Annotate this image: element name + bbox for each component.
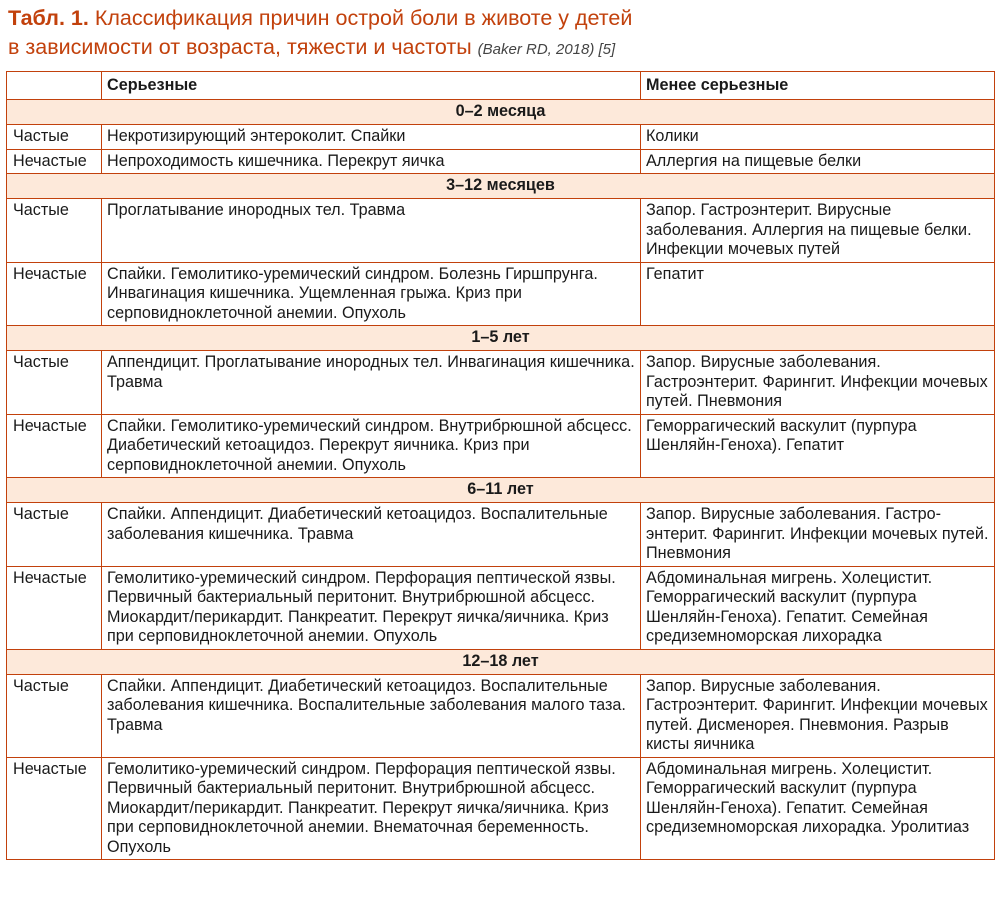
- table-row: [7, 566, 995, 649]
- table-row: [7, 149, 995, 174]
- frequency-cell: Нечастые: [7, 757, 102, 860]
- table-row: [7, 757, 995, 860]
- age-group-row: [7, 174, 995, 199]
- less-serious-cell: Геморрагический васкулит (пурпура Шенляйн-Геноха). Гепатит: [641, 414, 995, 478]
- serious-cell: Аппендицит. Проглатывание инородных тел. Инвагинация кишечника. Травма: [102, 351, 641, 415]
- age-group-row: [7, 100, 995, 125]
- age-group-label: 3–12 месяцев: [7, 174, 995, 199]
- serious-cell: Проглатывание инородных тел. Травма: [102, 199, 641, 263]
- serious-cell: Спайки. Аппендицит. Диабетический кетоацидоз. Воспалительные заболевания кишечника. Травма: [102, 503, 641, 567]
- serious-cell: Спайки. Гемолитико-уремический синдром. Внутрибрюшной абсцесс. Диабетический кетоацидоз. Перекрут яичника. Криз при серповидноклеточной анемии. Опухоль: [102, 414, 641, 478]
- table-row: [7, 262, 995, 326]
- less-serious-cell: Абдоминальная мигрень. Холецистит. Геморрагический васкулит (пурпура Шенляйн-Геноха). Гепатит. Семейная средиземноморская лихорадка: [641, 566, 995, 649]
- frequency-cell: Частые: [7, 125, 102, 150]
- age-group-row: [7, 478, 995, 503]
- age-group-label: 12–18 лет: [7, 649, 995, 674]
- table-header-row: [7, 72, 995, 100]
- table-row: [7, 125, 995, 150]
- less-serious-cell: Запор. Вирусные заболевания. Гастро-энтерит. Фарингит. Инфекции мочевых путей. Пневмония: [641, 503, 995, 567]
- frequency-cell: Нечастые: [7, 149, 102, 174]
- less-serious-cell: Запор. Вирусные заболевания. Гастроэнтерит. Фарингит. Инфекции мочевых путей. Пневмония: [641, 351, 995, 415]
- frequency-cell: Частые: [7, 503, 102, 567]
- frequency-cell: Нечастые: [7, 414, 102, 478]
- age-group-label: 1–5 лет: [7, 326, 995, 351]
- table-row: [7, 351, 995, 415]
- age-group-row: [7, 649, 995, 674]
- age-group-row: [7, 326, 995, 351]
- title-line-1: Классификация причин острой боли в животе у детей: [94, 6, 633, 30]
- frequency-cell: Частые: [7, 199, 102, 263]
- serious-cell: Спайки. Гемолитико-уремический синдром. Болезнь Гиршпрунга. Инвагинация кишечника. Ущемленная грыжа. Криз при серповидноклеточной анемии. Опухоль: [102, 262, 641, 326]
- serious-cell: Гемолитико-уремический синдром. Перфорация пептической язвы. Первичный бактериальный перитонит. Внутрибрюшной абсцесс. Миокардит/перикардит. Панкреатит. Перекрут яичка/яичника. Криз при серповидноклеточной анемии. Внематочная беременность. Опухоль: [102, 757, 641, 860]
- less-serious-cell: Колики: [641, 125, 995, 150]
- less-serious-cell: Гепатит: [641, 262, 995, 326]
- table-row: [7, 674, 995, 757]
- less-serious-cell: Аллергия на пищевые белки: [641, 149, 995, 174]
- table-row: [7, 414, 995, 478]
- serious-cell: Спайки. Аппендицит. Диабетический кетоацидоз. Воспалительные заболевания кишечника. Воспалительные заболевания малого таза. Травма: [102, 674, 641, 757]
- less-serious-cell: Абдоминальная мигрень. Холецистит. Геморрагический васкулит (пурпура Шенляйн-Геноха). Гепатит. Семейная средиземноморская лихорадка. Уролитиаз: [641, 757, 995, 860]
- serious-cell: Гемолитико-уремический синдром. Перфорация пептической язвы. Первичный бактериальный перитонит. Внутрибрюшной абсцесс. Миокардит/перикардит. Панкреатит. Перекрут яичка/яичника. Криз при серповидноклеточной анемии. Опухоль: [102, 566, 641, 649]
- header-empty: [7, 72, 102, 100]
- table-row: [7, 199, 995, 263]
- table-row: [7, 503, 995, 567]
- less-serious-cell: Запор. Гастроэнтерит. Вирусные заболевания. Аллергия на пищевые белки. Инфекции мочевых путей: [641, 199, 995, 263]
- less-serious-cell: Запор. Вирусные заболевания. Гастроэнтерит. Фарингит. Инфекции мочевых путей. Дисменорея. Пневмония. Разрыв кисты яичника: [641, 674, 995, 757]
- serious-cell: Непроходимость кишечника. Перекрут яичка: [102, 149, 641, 174]
- classification-table: [6, 71, 995, 860]
- table-number: Табл. 1.: [8, 6, 89, 30]
- header-less-serious: Менее серьезные: [641, 72, 995, 100]
- frequency-cell: Нечастые: [7, 262, 102, 326]
- serious-cell: Некротизирующий энтероколит. Спайки: [102, 125, 641, 150]
- header-serious: Серьезные: [102, 72, 641, 100]
- age-group-label: 0–2 месяца: [7, 100, 995, 125]
- frequency-cell: Частые: [7, 674, 102, 757]
- title-line-2: в зависимости от возраста, тяжести и частоты: [8, 35, 472, 59]
- frequency-cell: Нечастые: [7, 566, 102, 649]
- table-title: [8, 4, 993, 64]
- title-source: (Baker RD, 2018) [5]: [477, 41, 616, 58]
- frequency-cell: Частые: [7, 351, 102, 415]
- age-group-label: 6–11 лет: [7, 478, 995, 503]
